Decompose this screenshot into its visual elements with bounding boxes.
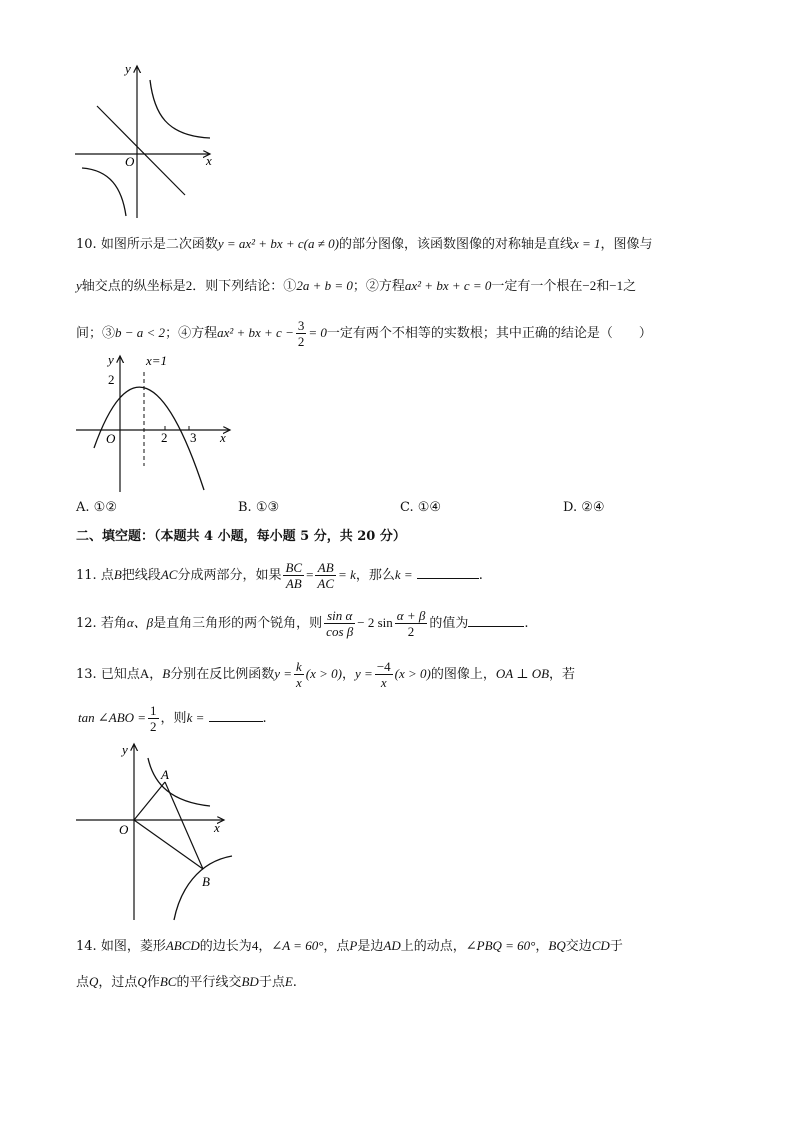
conclusion-4-eq: ax² + bx + c − [217, 325, 294, 340]
equals-k: = k [338, 567, 356, 582]
choice-text: ①③ [255, 500, 280, 515]
text: . [478, 568, 483, 583]
segment-CD: CD [591, 938, 610, 953]
axis-equation: x = 1 [572, 236, 601, 251]
A-label: A [161, 767, 169, 782]
value: −1 [609, 278, 624, 293]
text: 于点 [258, 975, 285, 990]
hyperbola-branch-upper [150, 80, 210, 138]
choice-text: ①④ [417, 500, 442, 515]
text: ．则下列结论：① [192, 279, 297, 294]
numerator: 1 [150, 703, 157, 718]
q12-line [76, 606, 528, 641]
quadratic-equation: y = ax² + bx + c(a ≠ 0) [217, 236, 339, 251]
perpendicular: OA ⊥ OB [495, 666, 550, 681]
answer-blank[interactable] [468, 614, 524, 627]
choice-c[interactable] [400, 500, 441, 515]
choice-letter: D. [563, 500, 578, 515]
fraction-ab-ac [315, 560, 336, 591]
q10-line-1 [76, 234, 653, 255]
angle-PBQ: ∠PBQ = 60° [465, 938, 536, 953]
text: ，图像与 [600, 237, 653, 252]
text: . [292, 975, 297, 990]
numerator: AB [315, 560, 336, 576]
fraction-k-x [294, 659, 304, 690]
answer-blank[interactable] [417, 566, 479, 579]
point-Q: Q [89, 974, 99, 989]
y-tick-label: 2 [108, 372, 115, 387]
condition: (x > 0) [305, 666, 342, 681]
B-label: B [202, 874, 210, 889]
text: 的边长为 [199, 939, 252, 954]
q10-line-2 [76, 276, 636, 297]
point-E: E [284, 974, 293, 989]
text: 如图所示是二次函数 [100, 237, 218, 252]
text: ，若 [549, 667, 576, 682]
y-label: y [125, 61, 131, 76]
point-B: B [113, 567, 122, 582]
x-tick-label-3: 3 [190, 430, 197, 445]
y-label: y [122, 742, 128, 757]
text: ；④方程 [165, 326, 218, 341]
text: 间；③ [76, 326, 116, 341]
fraction-three-halves [296, 318, 307, 349]
segment-BD: BD [241, 974, 259, 989]
point-Q: Q [137, 974, 147, 989]
answer-blank[interactable] [209, 709, 263, 722]
text: 分别在反比例函数 [170, 667, 275, 682]
choice-b[interactable] [238, 500, 279, 515]
text: . [262, 711, 267, 726]
hyperbola-branch-lower [82, 168, 126, 216]
fraction-neg4-x [375, 659, 393, 690]
text: ，过点 [98, 975, 138, 990]
fraction-sin-cos [324, 608, 355, 639]
question-number: 13. [76, 667, 97, 682]
fraction-alpha-beta-half [395, 608, 428, 639]
text: 于 [609, 939, 623, 954]
y-equals: y = [355, 666, 373, 681]
numerator: k [296, 659, 302, 674]
denominator: x [296, 675, 302, 690]
q10-line-3 [76, 318, 652, 349]
point-P: P [349, 938, 358, 953]
text: 已知点 [100, 667, 140, 682]
point-B: B [162, 666, 171, 681]
text: 之 [623, 279, 637, 294]
value: 4 [251, 938, 259, 953]
origin-label: O [125, 154, 135, 169]
text: 若角 [100, 616, 127, 631]
x-label: x [214, 820, 220, 835]
numerator: sin α [324, 608, 355, 624]
text: 的部分图像，该函数图像的对称轴是直线 [338, 237, 573, 252]
k-label: k = [186, 710, 205, 725]
question-number: 10. [76, 237, 97, 252]
text: ，则 [160, 711, 187, 726]
denominator: cos β [326, 624, 354, 639]
y-equals: y = [274, 666, 293, 681]
conclusion-2-eq: ax² + bx + c = 0 [404, 278, 492, 293]
q11-line [76, 560, 483, 591]
text: 是边 [357, 939, 384, 954]
text: 一定有一个根在 [491, 279, 583, 294]
text: 是直角三角形的两个锐角，则 [153, 616, 323, 631]
text: ， [149, 667, 163, 682]
denominator: AC [317, 576, 335, 591]
fraction-one-half [148, 703, 159, 734]
q14-line-1 [76, 936, 623, 957]
tan-expression: tan ∠ABO = [78, 710, 147, 725]
question-number: 11. [76, 568, 97, 583]
text: ，点 [323, 939, 350, 954]
parabola-graph [72, 350, 242, 495]
equals: = [306, 567, 314, 582]
text: 的值为 [429, 616, 469, 631]
origin-label: O [106, 431, 116, 446]
question-number: 12. [76, 616, 97, 631]
condition: (x > 0) [394, 666, 431, 681]
conclusion-1: 2a + b = 0 [296, 278, 353, 293]
top-graph [70, 58, 230, 223]
minus-2sin: − 2 sin [357, 615, 393, 630]
y-var: y [76, 278, 82, 293]
text: 把线段 [121, 568, 161, 583]
fraction-bc-ab [283, 560, 304, 591]
segment-AD: AD [383, 938, 401, 953]
choice-letter: B. [238, 500, 252, 515]
text: ；②方程 [352, 279, 405, 294]
choice-a[interactable] [76, 500, 117, 515]
segment-AC: AC [160, 567, 178, 582]
text: 如图，菱形 [100, 939, 166, 954]
section-title: 二、填空题：（本题共 4 小题，每小题 5 分，共 20 分） [76, 529, 406, 544]
conclusion-3: b − a < 2 [115, 325, 166, 340]
decreasing-line [97, 106, 185, 195]
value: −2 [582, 278, 597, 293]
y-label: y [108, 352, 114, 367]
x-label: x [220, 430, 226, 445]
k-label: k = [394, 567, 413, 582]
x-label: x [206, 153, 212, 168]
text: ， [342, 667, 356, 682]
text: 分成两部分，如果 [177, 568, 282, 583]
text: 一定有两个不相等的实数根；其中正确的结论是（ ） [326, 326, 652, 341]
numerator: α + β [396, 608, 426, 623]
denominator: x [380, 675, 387, 690]
text: 和 [596, 279, 610, 294]
text: ， [258, 939, 272, 954]
numerator: 3 [297, 318, 305, 333]
denominator: 2 [150, 719, 157, 734]
choice-letter: C. [400, 500, 414, 515]
denominator: AB [285, 576, 302, 591]
text: 交边 [565, 939, 592, 954]
x-tick-label-2: 2 [161, 430, 168, 445]
text: 作 [146, 975, 160, 990]
text: ，那么 [355, 568, 395, 583]
text: 点 [76, 975, 90, 990]
rhombus-name: ABCD [165, 938, 200, 953]
choice-letter: A. [76, 500, 90, 515]
text: . [524, 616, 529, 631]
question-number: 14. [76, 939, 97, 954]
segment-BC: BC [159, 974, 177, 989]
segment-BQ: BQ [548, 938, 566, 953]
q13-line-1 [76, 658, 575, 691]
angle-A: ∠A = 60° [271, 938, 324, 953]
segment-OA [134, 782, 165, 820]
point-A: A [139, 666, 150, 681]
value: 2 [185, 278, 193, 293]
text: 的图像上， [430, 667, 496, 682]
denominator: 2 [407, 624, 415, 639]
angles: α、β [126, 615, 154, 630]
inverse-function-graph [72, 740, 242, 922]
numerator: BC [285, 560, 303, 575]
axis-label: x=1 [146, 353, 168, 368]
q14-line-2 [76, 972, 297, 993]
numerator: −4 [376, 659, 391, 674]
denominator: 2 [297, 334, 305, 349]
choice-text: ②④ [581, 500, 605, 515]
text: 轴交点的纵坐标是 [81, 279, 186, 294]
origin-label: O [119, 822, 129, 837]
text: ， [535, 939, 549, 954]
text: 的平行线交 [176, 975, 242, 990]
choice-d[interactable] [563, 500, 605, 515]
curve-k-over-x [148, 758, 210, 806]
equals-zero: = 0 [308, 325, 327, 340]
choice-text: ①② [93, 500, 117, 515]
q13-line-2 [78, 702, 267, 735]
text: 上的动点， [400, 939, 466, 954]
text: 点 [100, 568, 114, 583]
